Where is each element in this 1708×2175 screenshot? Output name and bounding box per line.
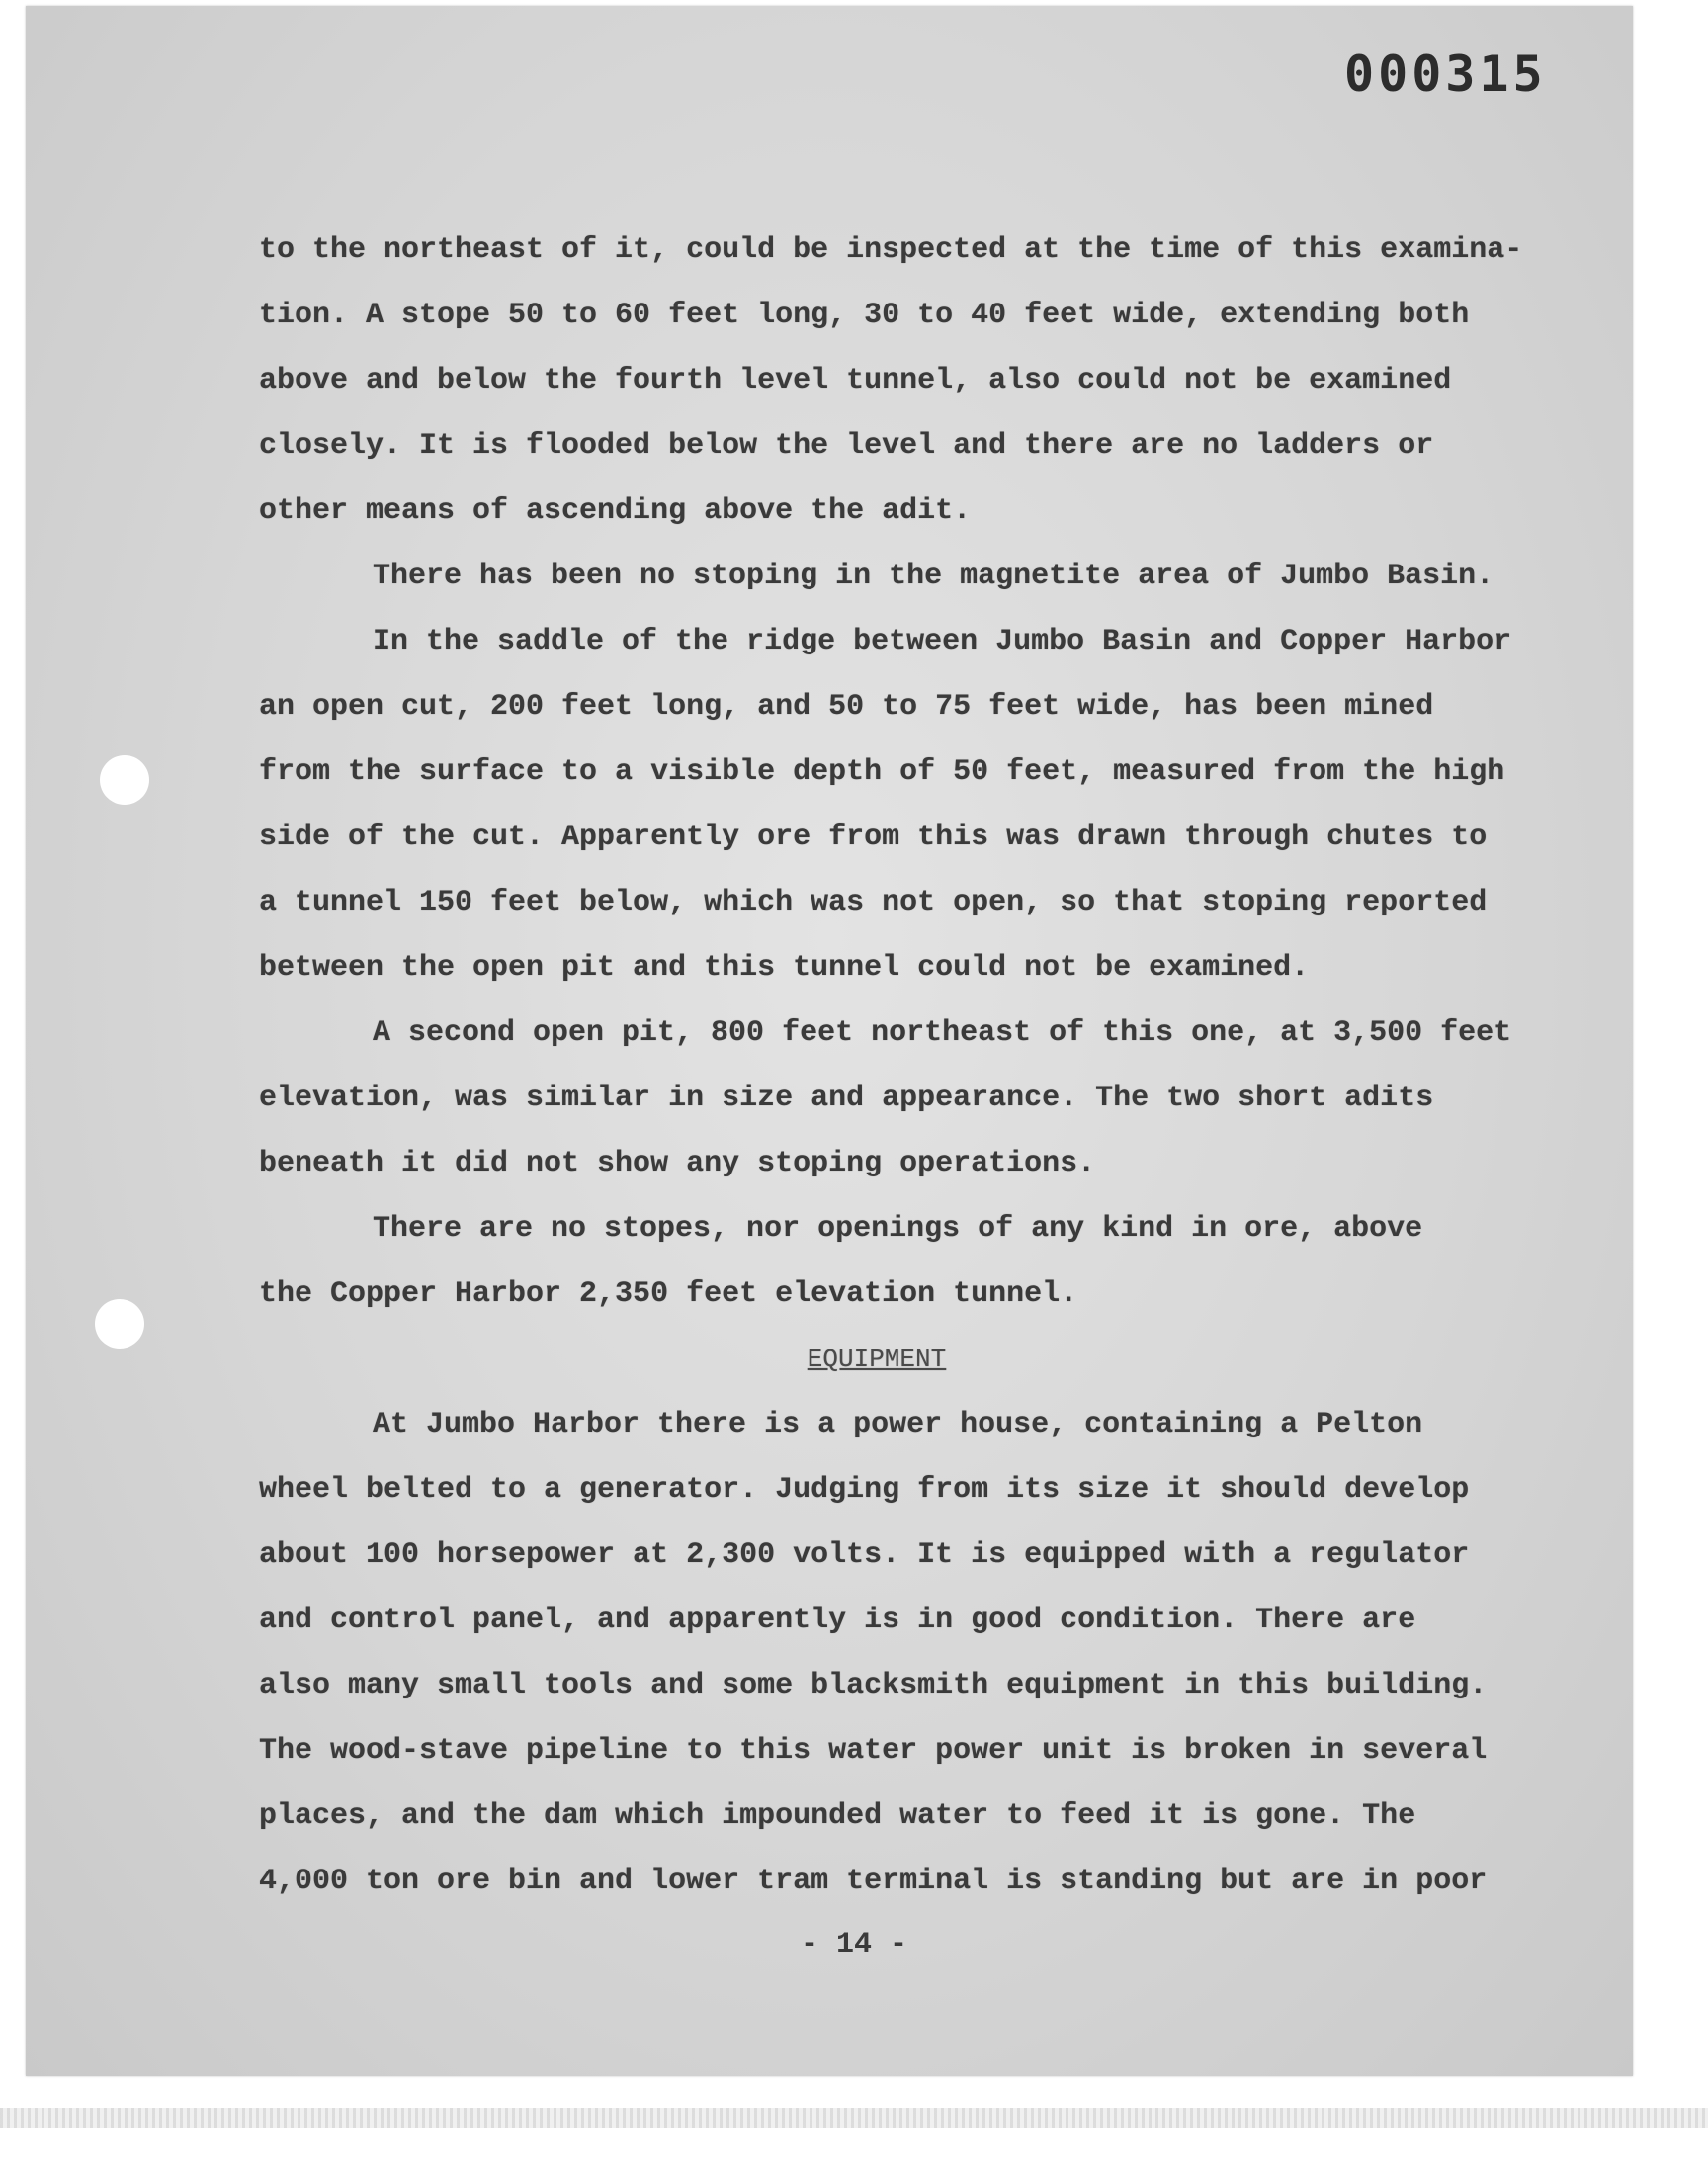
- text-line: the Copper Harbor 2,350 feet elevation tunnel.: [259, 1277, 1078, 1311]
- paragraph-start-line: A second open pit, 800 feet northeast of this one, at 3,500 feet: [373, 1016, 1512, 1050]
- text-line: tion. A stope 50 to 60 feet long, 30 to 40 feet wide, extending both: [259, 299, 1470, 332]
- page-number: - 14 -: [800, 1928, 908, 1961]
- paragraph-start-line: In the saddle of the ridge between Jumbo Basin and Copper Harbor: [373, 625, 1512, 658]
- paragraph-start-line: At Jumbo Harbor there is a power house, containing a Pelton: [373, 1408, 1423, 1441]
- text-line: places, and the dam which impounded water to feed it is gone. The: [259, 1799, 1416, 1833]
- page-id-stamp: 000315: [1344, 45, 1547, 103]
- text-line: about 100 horsepower at 2,300 volts. It is equipped with a regulator: [259, 1538, 1470, 1572]
- text-line: and control panel, and apparently is in good condition. There are: [259, 1604, 1416, 1637]
- text-line: The wood-stave pipeline to this water power unit is broken in several: [259, 1734, 1488, 1768]
- text-line: to the northeast of it, could be inspected at the time of this examina-: [259, 233, 1523, 267]
- section-heading: EQUIPMENT: [807, 1345, 947, 1374]
- text-line: above and below the fourth level tunnel, also could not be examined: [259, 364, 1452, 397]
- paragraph-start-line: There are no stopes, nor openings of any kind in ore, above: [373, 1212, 1423, 1246]
- text-line: wheel belted to a generator. Judging from its size it should develop: [259, 1473, 1470, 1507]
- text-line: side of the cut. Apparently ore from this was drawn through chutes to: [259, 821, 1488, 854]
- text-line: other means of ascending above the adit.: [259, 494, 972, 528]
- punch-hole: [100, 755, 149, 805]
- scan-artifact-band: [0, 2108, 1708, 2128]
- punch-hole: [95, 1299, 144, 1348]
- text-line: also many small tools and some blacksmith equipment in this building.: [259, 1669, 1488, 1702]
- text-line: closely. It is flooded below the level and there are no ladders or: [259, 429, 1434, 463]
- text-line: a tunnel 150 feet below, which was not open, so that stoping reported: [259, 886, 1488, 919]
- text-line: beneath it did not show any stoping operations.: [259, 1147, 1096, 1180]
- text-line: 4,000 ton ore bin and lower tram terminal is standing but are in poor: [259, 1865, 1488, 1898]
- body-text: [259, 218, 1523, 1914]
- text-line: between the open pit and this tunnel could not be examined.: [259, 951, 1310, 985]
- text-line: elevation, was similar in size and appearance. The two short adits: [259, 1082, 1434, 1115]
- text-line: from the surface to a visible depth of 50 feet, measured from the high: [259, 755, 1505, 789]
- text-line: an open cut, 200 feet long, and 50 to 75 feet wide, has been mined: [259, 690, 1434, 724]
- paragraph-start-line: There has been no stoping in the magnetite area of Jumbo Basin.: [373, 560, 1494, 593]
